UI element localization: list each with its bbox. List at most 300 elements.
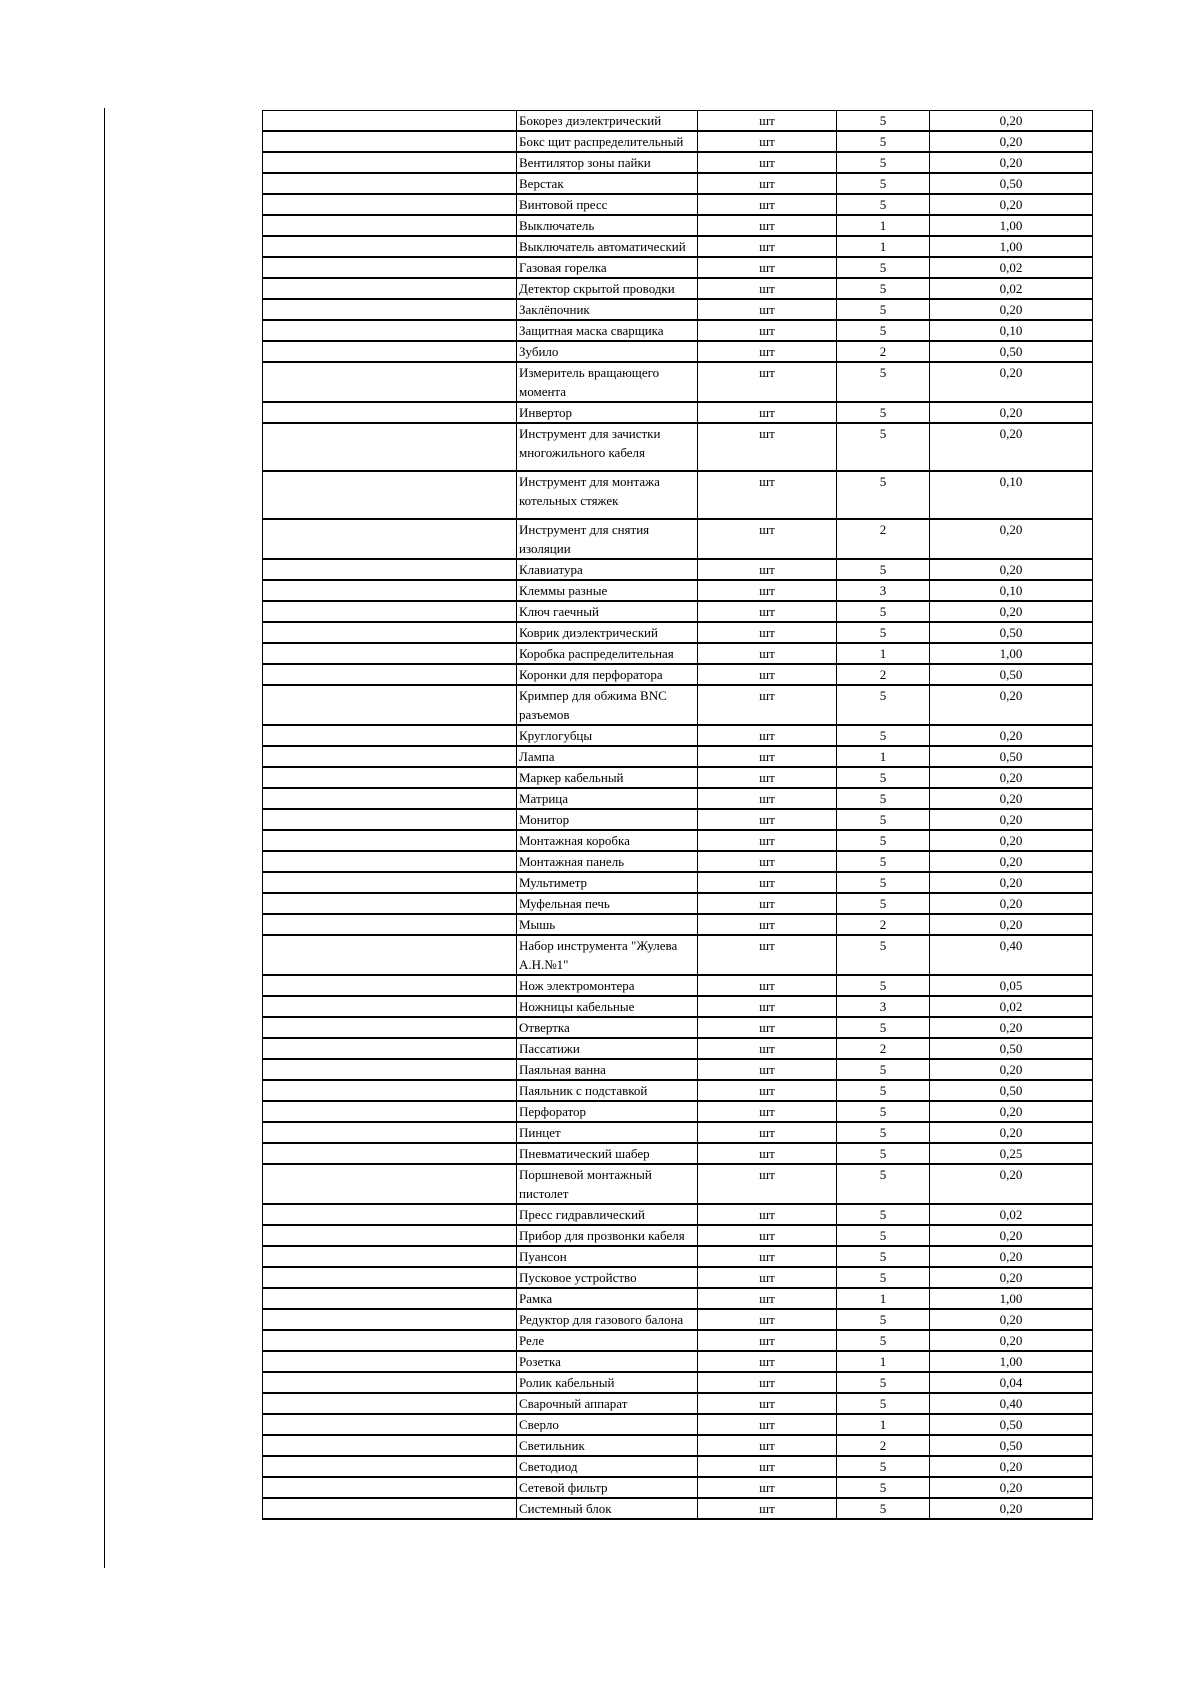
item-name-cell: Бокс щит распределительный [517,131,698,152]
value-cell: 0,50 [930,341,1093,362]
item-name-cell: Ролик кабельный [517,1372,698,1393]
unit-cell: шт [698,559,837,580]
quantity-cell: 5 [837,1101,930,1122]
quantity-cell: 5 [837,299,930,320]
quantity-cell: 5 [837,423,930,471]
row-blank-cell [263,1288,517,1309]
row-blank-cell [263,1351,517,1372]
table-row [263,471,1093,519]
row-blank-cell [263,1164,517,1204]
table-row [263,622,1093,643]
item-name-cell: Редуктор для газового балона [517,1309,698,1330]
unit-cell: шт [698,914,837,935]
value-cell: 0,50 [930,1435,1093,1456]
item-name-cell: Светильник [517,1435,698,1456]
unit-cell: шт [698,975,837,996]
quantity-cell: 5 [837,1456,930,1477]
unit-cell: шт [698,299,837,320]
value-cell: 0,20 [930,872,1093,893]
table-row [263,299,1093,320]
row-blank-cell [263,1038,517,1059]
quantity-cell: 1 [837,1288,930,1309]
row-blank-cell [263,1122,517,1143]
quantity-cell: 5 [837,402,930,423]
value-cell: 0,10 [930,580,1093,601]
table-row [263,664,1093,685]
quantity-cell: 5 [837,935,930,975]
table-row [263,1038,1093,1059]
row-blank-cell [263,893,517,914]
row-blank-cell [263,215,517,236]
quantity-cell: 5 [837,1122,930,1143]
unit-cell: шт [698,872,837,893]
value-cell: 0,40 [930,935,1093,975]
quantity-cell: 5 [837,257,930,278]
unit-cell: шт [698,767,837,788]
unit-cell: шт [698,1225,837,1246]
item-name-cell: Светодиод [517,1456,698,1477]
item-name-cell: Отвертка [517,1017,698,1038]
unit-cell: шт [698,622,837,643]
item-name-cell: Сетевой фильтр [517,1477,698,1498]
value-cell: 0,20 [930,809,1093,830]
row-blank-cell [263,1204,517,1225]
table-row [263,1246,1093,1267]
value-cell: 0,20 [930,767,1093,788]
row-blank-cell [263,788,517,809]
item-name-cell: Паяльник с подставкой [517,1080,698,1101]
item-name-cell: Набор инструмента "Жулева А.Н.№1" [517,935,698,975]
quantity-cell: 5 [837,1080,930,1101]
unit-cell: шт [698,194,837,215]
quantity-cell: 5 [837,194,930,215]
quantity-cell: 5 [837,893,930,914]
table-row [263,872,1093,893]
quantity-cell: 5 [837,809,930,830]
unit-cell: шт [698,1101,837,1122]
value-cell: 0,50 [930,746,1093,767]
item-name-cell: Пассатижи [517,1038,698,1059]
row-blank-cell [263,1246,517,1267]
table-row [263,402,1093,423]
quantity-cell: 5 [837,559,930,580]
item-name-cell: Коробка распределительная [517,643,698,664]
item-name-cell: Нож электромонтера [517,975,698,996]
item-name-cell: Матрица [517,788,698,809]
item-name-cell: Верстак [517,173,698,194]
unit-cell: шт [698,788,837,809]
unit-cell: шт [698,1059,837,1080]
table-row [263,1456,1093,1477]
quantity-cell: 2 [837,1038,930,1059]
unit-cell: шт [698,664,837,685]
row-blank-cell [263,341,517,362]
table-row [263,1393,1093,1414]
value-cell: 0,04 [930,1372,1093,1393]
unit-cell: шт [698,111,837,132]
quantity-cell: 5 [837,975,930,996]
row-blank-cell [263,1372,517,1393]
table-row [263,1017,1093,1038]
value-cell: 0,20 [930,601,1093,622]
unit-cell: шт [698,1267,837,1288]
value-cell: 0,50 [930,622,1093,643]
table-row [263,685,1093,725]
table-row [263,173,1093,194]
value-cell: 0,20 [930,1246,1093,1267]
value-cell: 0,20 [930,1477,1093,1498]
value-cell: 0,20 [930,362,1093,402]
table-row [263,1080,1093,1101]
unit-cell: шт [698,423,837,471]
row-blank-cell [263,1080,517,1101]
row-blank-cell [263,173,517,194]
table-row [263,914,1093,935]
row-blank-cell [263,996,517,1017]
table-row [263,893,1093,914]
table-row [263,1477,1093,1498]
row-blank-cell [263,423,517,471]
left-margin-rule [104,108,105,1568]
value-cell: 0,20 [930,1309,1093,1330]
table-row [263,1143,1093,1164]
table-row [263,320,1093,341]
item-name-cell: Коронки для перфоратора [517,664,698,685]
quantity-cell: 2 [837,664,930,685]
row-blank-cell [263,1435,517,1456]
unit-cell: шт [698,173,837,194]
unit-cell: шт [698,362,837,402]
row-blank-cell [263,1393,517,1414]
quantity-cell: 5 [837,152,930,173]
row-blank-cell [263,1309,517,1330]
row-blank-cell [263,236,517,257]
quantity-cell: 5 [837,1330,930,1351]
quantity-cell: 5 [837,1393,930,1414]
item-name-cell: Защитная маска сварщика [517,320,698,341]
value-cell: 0,20 [930,851,1093,872]
item-name-cell: Маркер кабельный [517,767,698,788]
unit-cell: шт [698,1309,837,1330]
value-cell: 0,20 [930,194,1093,215]
table-row [263,830,1093,851]
unit-cell: шт [698,402,837,423]
unit-cell: шт [698,893,837,914]
row-blank-cell [263,111,517,132]
quantity-cell: 5 [837,471,930,519]
quantity-cell: 5 [837,1309,930,1330]
table-row [263,1330,1093,1351]
value-cell: 0,20 [930,1225,1093,1246]
item-name-cell: Сверло [517,1414,698,1435]
table-row [263,1372,1093,1393]
unit-cell: шт [698,1122,837,1143]
row-blank-cell [263,872,517,893]
item-name-cell: Пуансон [517,1246,698,1267]
unit-cell: шт [698,746,837,767]
row-blank-cell [263,746,517,767]
unit-cell: шт [698,1414,837,1435]
quantity-cell: 5 [837,1246,930,1267]
item-name-cell: Инвертор [517,402,698,423]
value-cell: 0,20 [930,830,1093,851]
quantity-cell: 5 [837,788,930,809]
quantity-cell: 1 [837,746,930,767]
row-blank-cell [263,402,517,423]
value-cell: 0,50 [930,173,1093,194]
unit-cell: шт [698,601,837,622]
item-name-cell: Розетка [517,1351,698,1372]
quantity-cell: 5 [837,173,930,194]
equipment-table [262,110,1093,1520]
quantity-cell: 5 [837,767,930,788]
item-name-cell: Винтовой пресс [517,194,698,215]
unit-cell: шт [698,1477,837,1498]
row-blank-cell [263,580,517,601]
value-cell: 1,00 [930,236,1093,257]
unit-cell: шт [698,519,837,559]
item-name-cell: Вентилятор зоны пайки [517,152,698,173]
item-name-cell: Рамка [517,1288,698,1309]
table-row [263,1225,1093,1246]
quantity-cell: 5 [837,685,930,725]
unit-cell: шт [698,1246,837,1267]
quantity-cell: 5 [837,278,930,299]
row-blank-cell [263,362,517,402]
table-row [263,194,1093,215]
table-row [263,1164,1093,1204]
table-row [263,1435,1093,1456]
quantity-cell: 5 [837,1017,930,1038]
unit-cell: шт [698,1456,837,1477]
value-cell: 0,50 [930,664,1093,685]
value-cell: 0,50 [930,1080,1093,1101]
row-blank-cell [263,975,517,996]
table-row [263,519,1093,559]
item-name-cell: Кримпер для обжима BNC разъемов [517,685,698,725]
item-name-cell: Измеритель вращающего момента [517,362,698,402]
value-cell: 1,00 [930,1288,1093,1309]
value-cell: 1,00 [930,643,1093,664]
unit-cell: шт [698,152,837,173]
table-row [263,1059,1093,1080]
table-row [263,236,1093,257]
value-cell: 0,20 [930,111,1093,132]
unit-cell: шт [698,1038,837,1059]
value-cell: 0,02 [930,996,1093,1017]
row-blank-cell [263,601,517,622]
row-blank-cell [263,1101,517,1122]
row-blank-cell [263,1143,517,1164]
value-cell: 0,02 [930,257,1093,278]
unit-cell: шт [698,1498,837,1519]
value-cell: 0,20 [930,1059,1093,1080]
item-name-cell: Инструмент для монтажа котельных стяжек [517,471,698,519]
quantity-cell: 3 [837,996,930,1017]
table-row [263,788,1093,809]
row-blank-cell [263,809,517,830]
table-row [263,601,1093,622]
value-cell: 0,50 [930,1414,1093,1435]
value-cell: 0,20 [930,519,1093,559]
quantity-cell: 5 [837,830,930,851]
value-cell: 0,20 [930,559,1093,580]
table-row [263,559,1093,580]
table-row [263,809,1093,830]
unit-cell: шт [698,1393,837,1414]
quantity-cell: 5 [837,1059,930,1080]
unit-cell: шт [698,851,837,872]
value-cell: 0,20 [930,1456,1093,1477]
unit-cell: шт [698,1288,837,1309]
quantity-cell: 5 [837,725,930,746]
unit-cell: шт [698,1164,837,1204]
quantity-cell: 5 [837,111,930,132]
row-blank-cell [263,767,517,788]
unit-cell: шт [698,935,837,975]
row-blank-cell [263,278,517,299]
item-name-cell: Бокорез диэлектрический [517,111,698,132]
table-row [263,131,1093,152]
value-cell: 0,20 [930,725,1093,746]
item-name-cell: Инструмент для зачистки многожильного кабеля [517,423,698,471]
quantity-cell: 5 [837,872,930,893]
row-blank-cell [263,622,517,643]
item-name-cell: Пусковое устройство [517,1267,698,1288]
value-cell: 0,50 [930,1038,1093,1059]
row-blank-cell [263,1477,517,1498]
item-name-cell: Пинцет [517,1122,698,1143]
unit-cell: шт [698,1204,837,1225]
value-cell: 0,20 [930,402,1093,423]
unit-cell: шт [698,1143,837,1164]
quantity-cell: 2 [837,1435,930,1456]
value-cell: 0,20 [930,1101,1093,1122]
item-name-cell: Инструмент для снятия изоляции [517,519,698,559]
item-name-cell: Муфельная печь [517,893,698,914]
table-row [263,725,1093,746]
table-row [263,935,1093,975]
table-row [263,767,1093,788]
row-blank-cell [263,1456,517,1477]
item-name-cell: Пресс гидравлический [517,1204,698,1225]
table-row [263,362,1093,402]
quantity-cell: 5 [837,1164,930,1204]
item-name-cell: Пневматический шабер [517,1143,698,1164]
value-cell: 0,20 [930,299,1093,320]
unit-cell: шт [698,1372,837,1393]
item-name-cell: Монтажная коробка [517,830,698,851]
value-cell: 0,20 [930,1122,1093,1143]
table-row [263,215,1093,236]
quantity-cell: 1 [837,236,930,257]
unit-cell: шт [698,257,837,278]
value-cell: 0,20 [930,131,1093,152]
unit-cell: шт [698,320,837,341]
row-blank-cell [263,830,517,851]
table-row [263,423,1093,471]
quantity-cell: 2 [837,519,930,559]
item-name-cell: Клавиатура [517,559,698,580]
table-row [263,1204,1093,1225]
value-cell: 0,20 [930,685,1093,725]
item-name-cell: Коврик диэлектрический [517,622,698,643]
quantity-cell: 1 [837,1414,930,1435]
item-name-cell: Лампа [517,746,698,767]
table-row [263,746,1093,767]
value-cell: 1,00 [930,215,1093,236]
row-blank-cell [263,320,517,341]
item-name-cell: Сварочный аппарат [517,1393,698,1414]
unit-cell: шт [698,809,837,830]
row-blank-cell [263,1414,517,1435]
unit-cell: шт [698,236,837,257]
quantity-cell: 5 [837,622,930,643]
unit-cell: шт [698,580,837,601]
quantity-cell: 5 [837,1477,930,1498]
table-row [263,996,1093,1017]
quantity-cell: 5 [837,1143,930,1164]
table-row [263,1101,1093,1122]
row-blank-cell [263,664,517,685]
row-blank-cell [263,1017,517,1038]
row-blank-cell [263,1498,517,1519]
quantity-cell: 5 [837,601,930,622]
value-cell: 0,25 [930,1143,1093,1164]
table-row [263,1498,1093,1519]
quantity-cell: 1 [837,643,930,664]
quantity-cell: 5 [837,1267,930,1288]
table-row [263,975,1093,996]
item-name-cell: Паяльная ванна [517,1059,698,1080]
value-cell: 0,20 [930,1164,1093,1204]
table-row [263,851,1093,872]
table-row [263,1351,1093,1372]
table-row [263,152,1093,173]
value-cell: 0,10 [930,320,1093,341]
unit-cell: шт [698,131,837,152]
unit-cell: шт [698,1435,837,1456]
row-blank-cell [263,1330,517,1351]
row-blank-cell [263,299,517,320]
quantity-cell: 5 [837,851,930,872]
row-blank-cell [263,471,517,519]
item-name-cell: Реле [517,1330,698,1351]
quantity-cell: 5 [837,1372,930,1393]
row-blank-cell [263,1267,517,1288]
table-row [263,1122,1093,1143]
unit-cell: шт [698,471,837,519]
quantity-cell: 5 [837,131,930,152]
quantity-cell: 2 [837,341,930,362]
item-name-cell: Поршневой монтажный пистолет [517,1164,698,1204]
row-blank-cell [263,257,517,278]
unit-cell: шт [698,1351,837,1372]
item-name-cell: Газовая горелка [517,257,698,278]
item-name-cell: Выключатель автоматический [517,236,698,257]
row-blank-cell [263,914,517,935]
item-name-cell: Круглогубцы [517,725,698,746]
table-row [263,580,1093,601]
unit-cell: шт [698,643,837,664]
value-cell: 0,02 [930,278,1093,299]
row-blank-cell [263,519,517,559]
value-cell: 0,20 [930,788,1093,809]
item-name-cell: Прибор для прозвонки кабеля [517,1225,698,1246]
quantity-cell: 3 [837,580,930,601]
row-blank-cell [263,559,517,580]
row-blank-cell [263,643,517,664]
